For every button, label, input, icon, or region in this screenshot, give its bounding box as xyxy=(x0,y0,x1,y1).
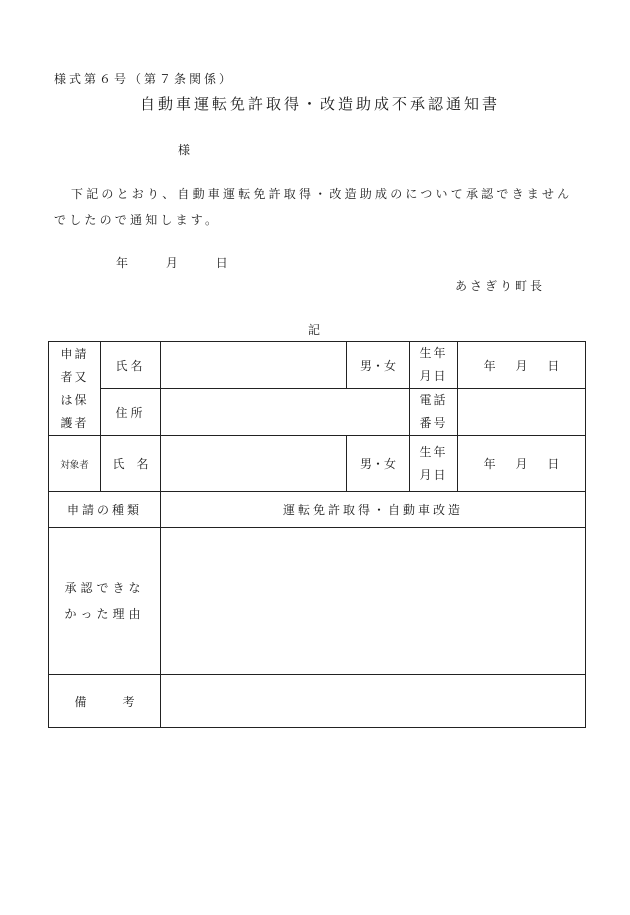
subject-birthdate-label-cell xyxy=(410,436,458,492)
table-row-remarks xyxy=(49,675,586,728)
issue-date-day: 日 xyxy=(215,256,228,270)
remarks-label: 備 考 xyxy=(49,675,161,728)
applicant-header-cell xyxy=(49,342,101,436)
applicant-phone-label-cell xyxy=(410,389,458,436)
applicant-gender[interactable]: 男・女 xyxy=(347,342,410,389)
table-row-reason xyxy=(49,528,586,675)
application-type-label: 申請の種類 xyxy=(49,492,161,528)
ki-marker: 記 xyxy=(308,323,321,337)
notice-table xyxy=(48,341,586,728)
issue-date-month: 月 xyxy=(165,256,178,270)
subject-birthdate-value[interactable] xyxy=(458,436,586,492)
subject-birth-year: 年 xyxy=(483,457,496,471)
applicant-phone-label: 電話番号 xyxy=(419,393,448,430)
reason-label: 承認できなかった理由 xyxy=(64,581,145,621)
subject-name-label: 氏 名 xyxy=(101,436,161,492)
subject-name-value[interactable] xyxy=(161,436,347,492)
subject-birth-day: 日 xyxy=(547,457,560,471)
issuer-name: あさぎり町長 xyxy=(455,279,546,293)
applicant-phone-value[interactable] xyxy=(458,389,586,436)
applicant-birth-month: 月 xyxy=(515,358,528,373)
applicant-birthdate-value[interactable] xyxy=(458,342,586,389)
subject-birthdate-label: 生年月日 xyxy=(419,444,448,482)
table-row-applicant-name xyxy=(49,342,586,389)
subject-birth-month: 月 xyxy=(515,457,528,471)
applicant-name-label: 氏名 xyxy=(101,342,161,389)
remarks-value[interactable] xyxy=(161,675,586,728)
applicant-name-value[interactable] xyxy=(161,342,347,389)
applicant-birthdate-label: 生年月日 xyxy=(419,346,448,383)
subject-gender[interactable]: 男・女 xyxy=(347,436,410,492)
application-type-value: 運転免許取得・自動車改造 xyxy=(161,492,586,528)
table-row-type xyxy=(49,492,586,528)
reason-value[interactable] xyxy=(161,528,586,675)
applicant-address-label: 住所 xyxy=(101,389,161,436)
document-title: 自動車運転免許取得・改造助成不承認通知書 xyxy=(139,95,500,113)
table-row-applicant-address xyxy=(49,389,586,436)
reason-label-cell xyxy=(49,528,161,675)
notice-body-text: 下記のとおり、自動車運転免許取得・改造助成のについて承認できませんでしたので通知します。 xyxy=(54,187,573,227)
issue-date xyxy=(116,254,228,271)
issue-date-year: 年 xyxy=(116,256,129,270)
applicant-address-value[interactable] xyxy=(161,389,410,436)
applicant-header: 申請者又は保護者 xyxy=(60,346,89,430)
table-row-subject xyxy=(49,436,586,492)
applicant-birth-year: 年 xyxy=(483,358,496,373)
applicant-birth-day: 日 xyxy=(547,358,560,373)
form-number: 様式第６号（第７条関係） xyxy=(54,72,235,86)
subject-label: 対象者 xyxy=(49,436,101,492)
applicant-birthdate-label-cell xyxy=(410,342,458,389)
addressee-suffix: 様 xyxy=(178,143,191,157)
